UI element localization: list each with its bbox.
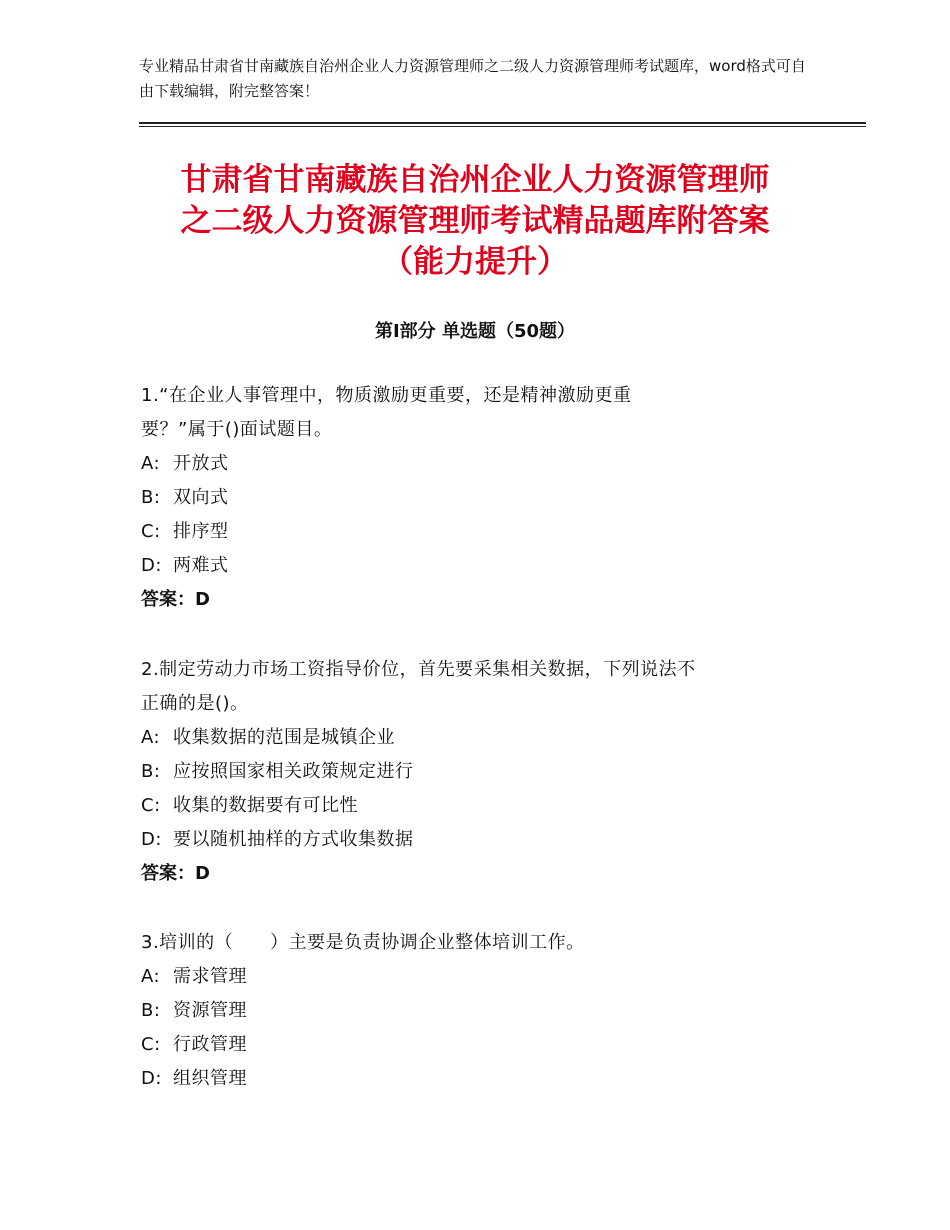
option-text: 组织管理 <box>173 1068 247 1089</box>
option-key: C: <box>141 1034 161 1055</box>
header-rule-thin <box>139 126 866 127</box>
question-3 <box>141 926 821 1096</box>
option-key: C: <box>141 521 161 542</box>
option-a <box>141 447 821 481</box>
option-text: 排序型 <box>173 521 229 542</box>
option-key: A: <box>141 727 161 748</box>
option-key: A: <box>141 453 161 474</box>
option-c <box>141 1028 821 1062</box>
document-title <box>120 160 830 283</box>
answer: 答案：D <box>141 589 210 610</box>
option-b <box>141 755 821 789</box>
section-title: 第Ⅰ部分 单选题（50题） <box>374 321 575 342</box>
stem-line: 要？”属于()面试题目。 <box>141 419 333 440</box>
option-key: B: <box>141 761 161 782</box>
question-1 <box>141 379 821 617</box>
option-a <box>141 960 821 994</box>
option-text: 开放式 <box>173 453 229 474</box>
option-text: 双向式 <box>173 487 229 508</box>
stem-line: 3.培训的（ ）主要是负责协调企业整体培训工作。 <box>141 932 585 953</box>
option-text: 需求管理 <box>173 966 247 987</box>
question-stem <box>141 379 821 447</box>
option-d <box>141 549 821 583</box>
answer: 答案：D <box>141 863 210 884</box>
option-b <box>141 481 821 515</box>
header-rule-thick <box>139 122 866 124</box>
option-key: C: <box>141 795 161 816</box>
option-text: 收集数据的范围是城镇企业 <box>173 727 395 748</box>
question-stem <box>141 653 821 721</box>
question-2 <box>141 653 821 891</box>
option-text: 要以随机抽样的方式收集数据 <box>173 829 414 850</box>
question-stem <box>141 926 821 960</box>
option-c <box>141 515 821 549</box>
title-line-3: （能力提升） <box>382 244 568 280</box>
option-key: D: <box>141 1068 162 1089</box>
option-text: 两难式 <box>173 555 229 576</box>
stem-line: 1.“在企业人事管理中，物质激励更重要，还是精神激励更重 <box>141 385 632 406</box>
option-key: A: <box>141 966 161 987</box>
option-text: 资源管理 <box>173 1000 247 1021</box>
title-line-1: 甘肃省甘南藏族自治州企业人力资源管理师 <box>180 162 770 198</box>
option-b <box>141 994 821 1028</box>
option-text: 行政管理 <box>173 1034 247 1055</box>
option-a <box>141 721 821 755</box>
header-note: 专业精品甘肃省甘南藏族自治州企业人力资源管理师之二级人力资源管理师考试题库，word格式可自由下载编辑，附完整答案！ <box>139 57 806 100</box>
option-key: B: <box>141 1000 161 1021</box>
option-key: B: <box>141 487 161 508</box>
stem-line: 2.制定劳动力市场工资指导价位，首先要采集相关数据，下列说法不 <box>141 659 696 680</box>
stem-line: 正确的是()。 <box>141 693 249 714</box>
option-key: D: <box>141 555 162 576</box>
option-text: 收集的数据要有可比性 <box>173 795 358 816</box>
option-text: 应按照国家相关政策规定进行 <box>173 761 414 782</box>
option-key: D: <box>141 829 162 850</box>
option-c <box>141 789 821 823</box>
option-d <box>141 1062 821 1096</box>
option-d <box>141 823 821 857</box>
title-line-2: 之二级人力资源管理师考试精品题库附答案 <box>180 203 770 239</box>
